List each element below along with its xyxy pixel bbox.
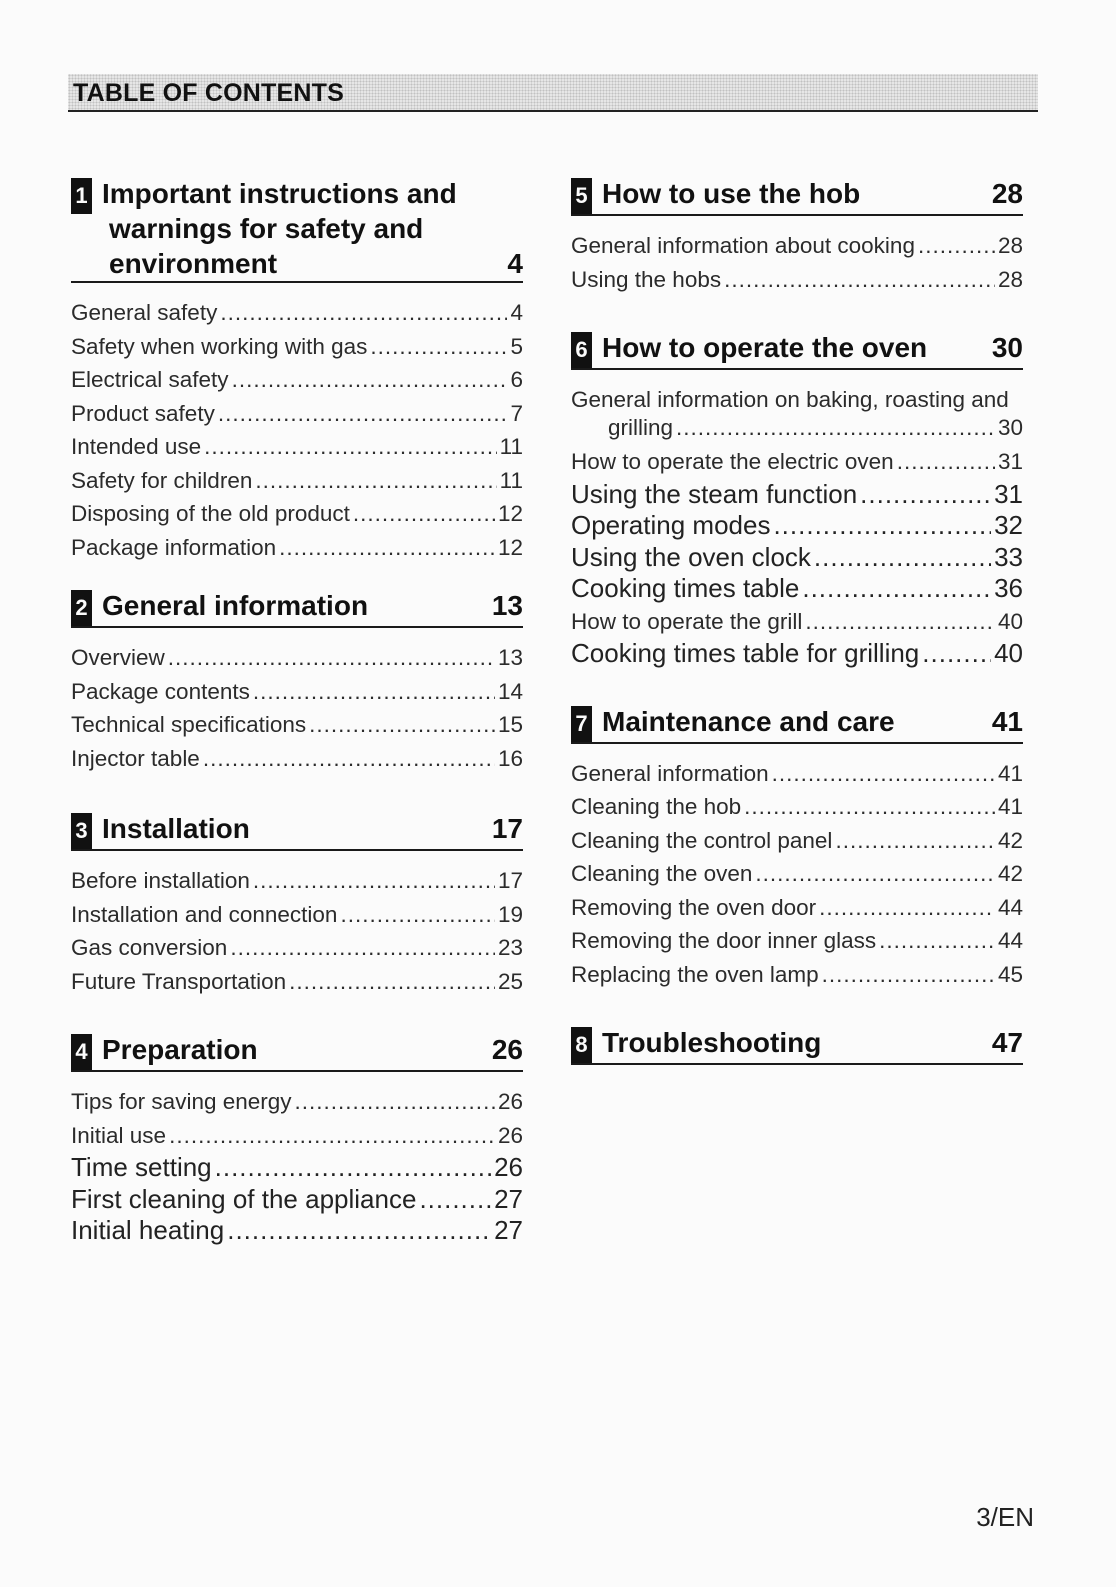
toc-entry-label: Gas conversion bbox=[71, 935, 228, 960]
dot-leader bbox=[819, 891, 995, 925]
toc-entry-label: Disposing of the old product bbox=[71, 501, 350, 526]
toc-entry-list bbox=[571, 757, 1023, 992]
toc-entry[interactable] bbox=[71, 864, 523, 898]
toc-entry-page: 13 bbox=[497, 645, 523, 670]
toc-entry-continuation bbox=[571, 414, 1023, 442]
toc-entry-page: 26 bbox=[497, 1089, 523, 1114]
section-title-line: Important instructions and bbox=[102, 178, 457, 209]
toc-entry[interactable] bbox=[571, 824, 1023, 858]
toc-entry[interactable] bbox=[71, 497, 523, 531]
toc-entry[interactable] bbox=[571, 573, 1023, 605]
section-title-row bbox=[102, 811, 523, 846]
dot-leader bbox=[168, 641, 495, 675]
section-title-row bbox=[102, 1032, 523, 1067]
section-number-badge: 2 bbox=[71, 590, 92, 626]
section-title bbox=[602, 330, 1023, 365]
toc-entry-page: 44 bbox=[997, 928, 1023, 953]
toc-entry-page: 14 bbox=[497, 678, 523, 704]
toc-entry-page: 28 bbox=[997, 266, 1023, 292]
toc-section-4 bbox=[71, 1032, 523, 1247]
toc-entry-list bbox=[71, 864, 523, 998]
toc-entry-label: Technical specifications bbox=[71, 712, 307, 737]
dot-leader bbox=[220, 296, 507, 330]
section-title-row bbox=[602, 704, 1023, 739]
toc-entry-label: General information about cooking bbox=[571, 233, 915, 258]
toc-section-7 bbox=[571, 704, 1023, 992]
toc-entry-page: 16 bbox=[497, 745, 523, 771]
section-heading[interactable] bbox=[571, 176, 1023, 216]
toc-entry-page: 4 bbox=[510, 300, 523, 325]
toc-entry[interactable] bbox=[571, 958, 1023, 992]
dot-leader bbox=[203, 742, 495, 776]
toc-entry[interactable] bbox=[71, 531, 523, 565]
toc-section-8 bbox=[571, 1025, 1023, 1065]
section-title-line: How to use the hob bbox=[602, 178, 861, 209]
dot-leader bbox=[419, 1184, 491, 1216]
toc-entry[interactable] bbox=[71, 1085, 523, 1119]
dot-leader bbox=[295, 1085, 495, 1119]
toc-entry-page: 33 bbox=[994, 541, 1023, 572]
toc-entry-label: Removing the oven door bbox=[571, 894, 817, 920]
toc-entry[interactable] bbox=[571, 383, 1023, 445]
toc-entry-label: General safety bbox=[71, 300, 218, 325]
toc-entry-page: 23 bbox=[497, 935, 523, 960]
toc-entry-page: 45 bbox=[997, 961, 1023, 987]
toc-entry-page: 5 bbox=[510, 333, 523, 359]
toc-entry-label: How to operate the electric oven bbox=[571, 449, 894, 474]
section-number-badge: 6 bbox=[571, 332, 592, 368]
dot-leader bbox=[253, 864, 495, 898]
dot-leader bbox=[289, 965, 495, 999]
section-number-badge: 5 bbox=[571, 178, 592, 214]
toc-entry-label: Product safety bbox=[71, 400, 215, 426]
toc-entry[interactable] bbox=[71, 330, 523, 364]
toc-entry-label: Operating modes bbox=[571, 510, 771, 540]
section-title bbox=[102, 811, 523, 846]
toc-entry-page: 11 bbox=[499, 434, 523, 459]
toc-entry-label: How to operate the grill bbox=[571, 608, 803, 634]
toc-entry-page: 41 bbox=[997, 760, 1023, 786]
section-page-number: 47 bbox=[991, 1027, 1023, 1058]
dot-leader bbox=[860, 479, 991, 511]
toc-entry-list bbox=[71, 296, 523, 564]
toc-entry-label: Using the steam function bbox=[571, 478, 858, 509]
toc-header-bar bbox=[68, 74, 1038, 112]
toc-entry-list bbox=[571, 229, 1023, 296]
toc-entry[interactable] bbox=[571, 790, 1023, 824]
toc-entry[interactable] bbox=[571, 757, 1023, 791]
section-number-badge: 7 bbox=[571, 706, 592, 742]
toc-entry[interactable] bbox=[71, 363, 523, 397]
section-heading[interactable] bbox=[71, 176, 523, 283]
toc-entry-page: 40 bbox=[994, 638, 1023, 668]
toc-entry-label: Overview bbox=[71, 645, 165, 670]
toc-entry[interactable] bbox=[571, 605, 1023, 639]
dot-leader bbox=[309, 708, 495, 742]
dot-leader bbox=[897, 445, 995, 479]
toc-entry[interactable] bbox=[571, 638, 1023, 670]
toc-entry[interactable] bbox=[571, 479, 1023, 511]
dot-leader bbox=[232, 363, 508, 397]
toc-entry-label: Cleaning the control panel bbox=[571, 827, 833, 853]
dot-leader bbox=[772, 757, 995, 791]
section-title-line: Installation bbox=[102, 813, 250, 844]
dot-leader bbox=[279, 531, 495, 565]
toc-right-column bbox=[571, 176, 1023, 1065]
toc-entry-label: Initial use bbox=[71, 1122, 167, 1148]
section-page-number: 13 bbox=[491, 590, 523, 621]
section-heading[interactable] bbox=[571, 704, 1023, 744]
toc-left-column bbox=[71, 176, 523, 1247]
dot-leader bbox=[918, 229, 995, 263]
toc-entry-label: Intended use bbox=[71, 434, 202, 459]
toc-entry-list bbox=[571, 383, 1023, 670]
toc-entry[interactable] bbox=[71, 708, 523, 742]
toc-entry-page: 31 bbox=[997, 449, 1023, 474]
toc-entry-label: Cooking times table for grilling bbox=[571, 638, 920, 668]
dot-leader bbox=[204, 430, 497, 464]
toc-section-5 bbox=[571, 176, 1023, 296]
page-number: 3/EN bbox=[976, 1502, 1034, 1532]
toc-entry-label: Using the oven clock bbox=[571, 541, 811, 572]
toc-title: TABLE OF CONTENTS bbox=[73, 79, 344, 107]
toc-entry[interactable] bbox=[571, 445, 1023, 479]
toc-entry-page: 27 bbox=[494, 1215, 523, 1245]
toc-entry[interactable] bbox=[71, 464, 523, 498]
toc-entry-label: Safety for children bbox=[71, 467, 253, 493]
dot-leader bbox=[879, 924, 995, 958]
dot-leader bbox=[218, 397, 508, 431]
section-heading[interactable] bbox=[71, 811, 523, 851]
toc-entry-page: 27 bbox=[494, 1183, 523, 1214]
dot-leader bbox=[230, 931, 495, 965]
toc-entry-page: 42 bbox=[997, 827, 1023, 853]
section-title-line: warnings for safety and bbox=[109, 213, 424, 244]
dot-leader bbox=[773, 510, 991, 542]
toc-entry-label: Future Transportation bbox=[71, 968, 287, 994]
toc-entry-label: Cooking times table bbox=[571, 573, 800, 603]
section-title-row bbox=[102, 246, 523, 281]
toc-entry[interactable] bbox=[71, 296, 523, 330]
toc-entry-page: 7 bbox=[510, 400, 523, 426]
toc-entry[interactable] bbox=[71, 675, 523, 709]
toc-entry-label: Using the hobs bbox=[571, 266, 722, 292]
toc-entry-page: 40 bbox=[997, 608, 1023, 634]
section-title-line: Maintenance and care bbox=[602, 705, 895, 737]
section-page-number: 28 bbox=[991, 178, 1023, 209]
toc-entry[interactable] bbox=[571, 542, 1023, 574]
dot-leader bbox=[814, 542, 991, 574]
toc-entry[interactable] bbox=[571, 263, 1023, 297]
section-title-line: General information bbox=[102, 590, 369, 621]
section-title-row bbox=[602, 1025, 1023, 1060]
toc-entry-page: 12 bbox=[497, 534, 523, 560]
toc-entry[interactable] bbox=[71, 742, 523, 776]
toc-entry-page: 30 bbox=[997, 415, 1023, 440]
toc-entry-page: 17 bbox=[497, 868, 523, 893]
toc-entry[interactable] bbox=[71, 641, 523, 675]
dot-leader bbox=[215, 1152, 491, 1184]
section-title-line: environment bbox=[109, 248, 278, 279]
section-title-line: Troubleshooting bbox=[602, 1027, 822, 1058]
toc-entry[interactable] bbox=[71, 1215, 523, 1247]
section-title bbox=[602, 704, 1023, 739]
toc-entry-label: Package contents bbox=[71, 678, 250, 704]
toc-entry-list bbox=[71, 1085, 523, 1247]
toc-entry-page: 6 bbox=[510, 367, 523, 392]
section-number-badge: 3 bbox=[71, 813, 92, 849]
toc-entry-label: Removing the door inner glass bbox=[571, 928, 877, 953]
dot-leader bbox=[802, 573, 991, 605]
toc-entry-label: Safety when working with gas bbox=[71, 333, 368, 359]
toc-entry-page: 42 bbox=[997, 861, 1023, 886]
toc-entry-label: General information bbox=[571, 760, 769, 786]
toc-entry[interactable] bbox=[71, 965, 523, 999]
toc-entry-page: 26 bbox=[497, 1122, 523, 1148]
dot-leader bbox=[370, 330, 507, 364]
toc-section-2 bbox=[71, 588, 523, 775]
dot-leader bbox=[227, 1215, 491, 1247]
section-page-number: 4 bbox=[507, 248, 523, 279]
toc-section-1 bbox=[71, 176, 523, 564]
section-number-badge: 1 bbox=[71, 178, 92, 214]
dot-leader bbox=[744, 790, 995, 824]
dot-leader bbox=[340, 898, 495, 932]
section-page-number: 41 bbox=[991, 705, 1023, 737]
dot-leader bbox=[253, 675, 495, 709]
toc-entry-label: Before installation bbox=[71, 868, 250, 893]
section-page-number: 30 bbox=[991, 332, 1023, 363]
toc-entry[interactable] bbox=[71, 931, 523, 965]
section-number-badge: 4 bbox=[71, 1034, 92, 1070]
toc-entry-label: Initial heating bbox=[71, 1215, 225, 1245]
dot-leader bbox=[255, 464, 496, 498]
toc-entry[interactable] bbox=[71, 430, 523, 464]
toc-entry[interactable] bbox=[571, 924, 1023, 958]
section-page-number: 26 bbox=[491, 1034, 523, 1065]
section-title-row bbox=[102, 588, 523, 623]
section-title bbox=[102, 176, 523, 281]
section-title bbox=[102, 1032, 523, 1067]
toc-entry[interactable] bbox=[571, 891, 1023, 925]
section-title-line: How to operate the oven bbox=[602, 332, 928, 363]
toc-entry-list bbox=[71, 641, 523, 775]
toc-entry-label: Tips for saving energy bbox=[71, 1089, 292, 1114]
toc-entry-page: 25 bbox=[497, 968, 523, 994]
dot-leader bbox=[676, 414, 995, 442]
dot-leader bbox=[922, 638, 991, 670]
toc-entry-page: 28 bbox=[997, 233, 1023, 258]
toc-entry[interactable] bbox=[71, 898, 523, 932]
toc-entry[interactable] bbox=[571, 229, 1023, 263]
dot-leader bbox=[755, 857, 995, 891]
section-page-number: 17 bbox=[491, 813, 523, 844]
toc-entry-page: 31 bbox=[994, 478, 1023, 509]
dot-leader bbox=[835, 824, 995, 858]
toc-section-6 bbox=[571, 330, 1023, 670]
toc-entry[interactable] bbox=[71, 397, 523, 431]
section-heading[interactable] bbox=[71, 1032, 523, 1072]
toc-entry[interactable] bbox=[71, 1184, 523, 1216]
section-title-row bbox=[602, 176, 1023, 211]
toc-entry-page: 26 bbox=[494, 1152, 523, 1182]
dot-leader bbox=[169, 1119, 495, 1153]
toc-entry[interactable] bbox=[71, 1152, 523, 1184]
section-heading[interactable] bbox=[71, 588, 523, 628]
toc-entry[interactable] bbox=[571, 857, 1023, 891]
toc-entry-page: 19 bbox=[497, 901, 523, 927]
toc-entry-label: General information on baking, roasting and bbox=[571, 387, 1009, 412]
dot-leader bbox=[353, 497, 495, 531]
toc-section-3 bbox=[71, 811, 523, 998]
toc-entry-label: Installation and connection bbox=[71, 901, 338, 927]
toc-entry[interactable] bbox=[571, 510, 1023, 542]
section-title bbox=[602, 1025, 1023, 1060]
toc-entry-label: Package information bbox=[71, 534, 277, 560]
section-title-row bbox=[602, 330, 1023, 365]
toc-entry-label: First cleaning of the appliance bbox=[71, 1183, 417, 1214]
toc-entry-page: 32 bbox=[994, 510, 1023, 540]
section-heading[interactable] bbox=[571, 330, 1023, 370]
toc-entry-label: Time setting bbox=[71, 1152, 212, 1182]
dot-leader bbox=[822, 958, 995, 992]
section-number-badge: 8 bbox=[571, 1027, 592, 1063]
toc-entry-label: Cleaning the oven bbox=[571, 861, 753, 886]
toc-entry-page: 44 bbox=[997, 894, 1023, 920]
toc-entry-label: Cleaning the hob bbox=[571, 794, 742, 819]
toc-entry-label: Replacing the oven lamp bbox=[571, 961, 819, 987]
dot-leader bbox=[724, 263, 995, 297]
toc-entry-label: Electrical safety bbox=[71, 367, 229, 392]
section-title bbox=[602, 176, 1023, 211]
toc-entry-page: 15 bbox=[497, 712, 523, 737]
toc-entry-page: 41 bbox=[997, 794, 1023, 819]
toc-entry-label: grilling bbox=[608, 415, 674, 440]
toc-entry-label: Injector table bbox=[71, 745, 200, 771]
toc-entry-page: 11 bbox=[499, 467, 523, 493]
toc-entry[interactable] bbox=[71, 1119, 523, 1153]
toc-entry-page: 12 bbox=[497, 501, 523, 526]
toc-entry-page: 36 bbox=[994, 573, 1023, 603]
dot-leader bbox=[805, 605, 995, 639]
section-title-line: Preparation bbox=[102, 1034, 258, 1065]
section-title bbox=[102, 588, 523, 623]
section-heading[interactable] bbox=[571, 1025, 1023, 1065]
